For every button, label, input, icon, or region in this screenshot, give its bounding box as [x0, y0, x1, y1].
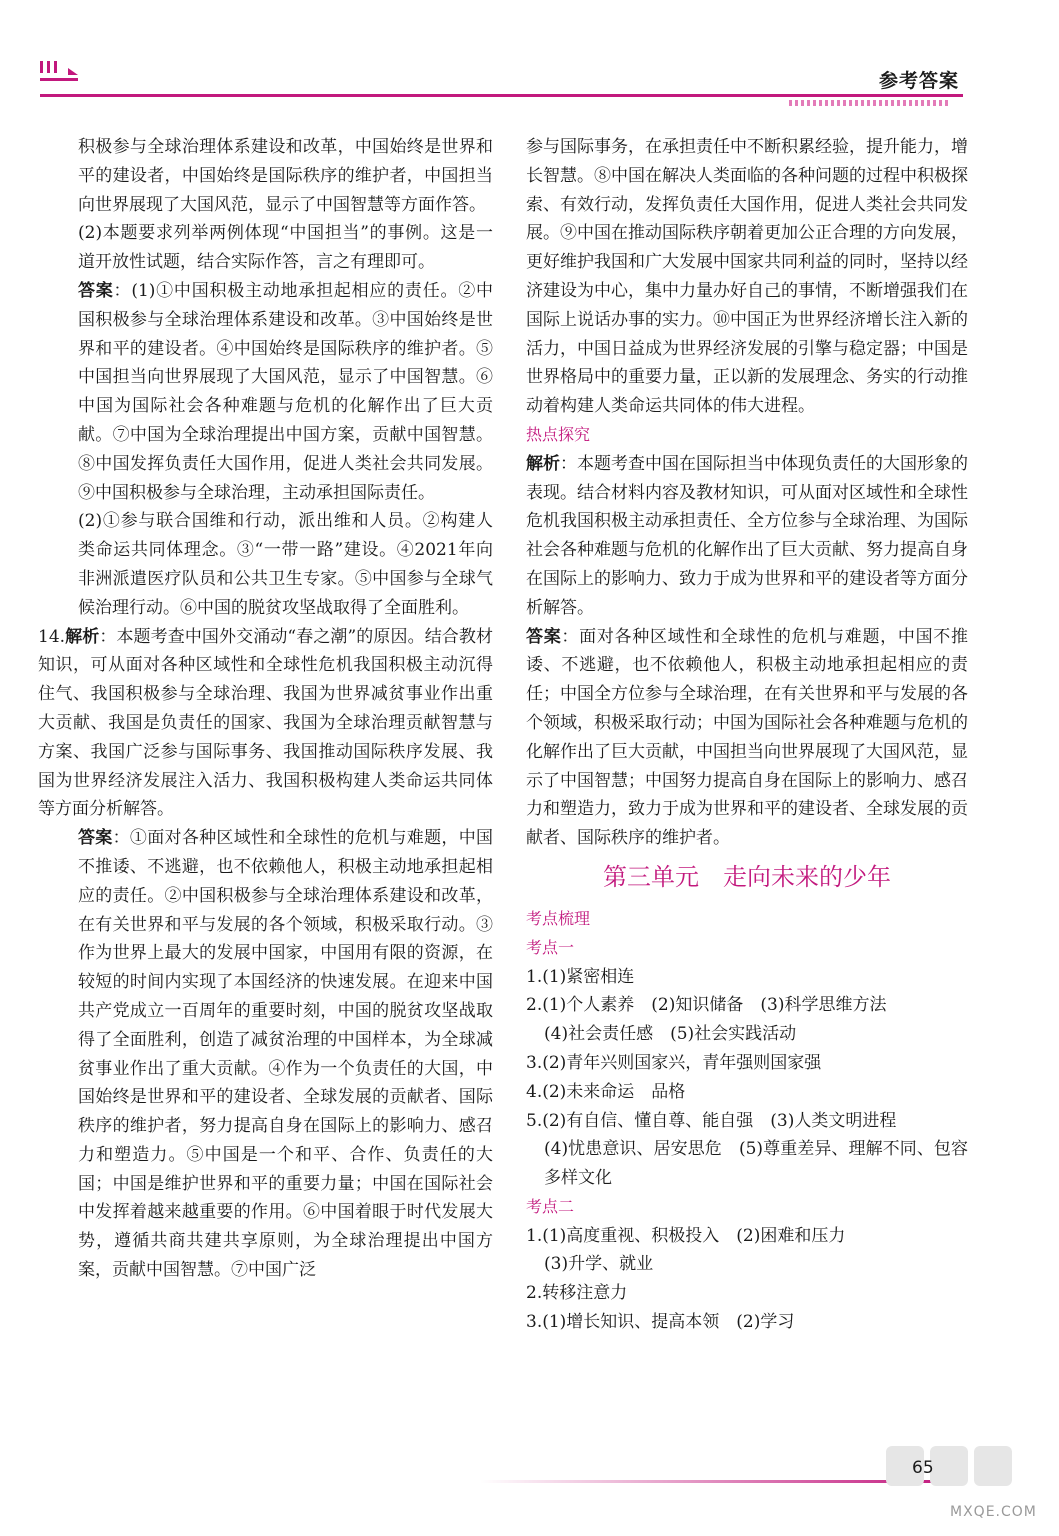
paragraph-text: ：本题考查中国在国际担当中体现负责任的大国形象的表现。结合材料内容及教材知识，可从面对区域性和全球性危机我国积极主动承担责任、全方位参与全球治理、为国际社会各种难题与危机的化解作出了巨大贡献、努力提高自身在国际上的影响力、致力于成为世界和平的建设者等方面分析解答。	[526, 453, 968, 618]
paragraph-text: ：(1)①中国积极主动地承担起相应的责任。②中国积极参与全球治理体系建设和改革。③中国始终是世界和平的建设者。④中国始终是国际秩序的维护者。⑤中国担当向世界展现了大国风范，显示了中国智慧。⑥中国为国际社会各种难题与危机的化解作出了巨大贡献。⑦中国为全球治理提出中国方案，贡献中国智慧。⑧中国发挥负责任大国作用，促进人类社会共同发展。⑨中国积极参与全球治理，主动承担国际责任。	[78, 280, 493, 503]
header-logo-icon	[38, 58, 88, 84]
paragraph	[526, 1049, 968, 1078]
section-label: 考点一	[526, 937, 575, 957]
page-number: 65	[912, 1458, 934, 1478]
paragraph-text: ：①面对各种区域性和全球性的危机与难题，中国不推诿、不逃避，也不依赖他人，积极主动地承担起相应的责任。②中国积极参与全球治理体系建设和改革，在有关世界和平与发展的各个领域，积极采取行动。③作为世界上最大的发展中国家，中国用有限的资源，在较短的时间内实现了本国经济的快速发展。在迎来中国共产党成立一百周年的重要时刻，中国的脱贫攻坚战取得了全面胜利，创造了减贫治理的中国样本，为全球减贫事业作出了重大贡献。④作为一个负责任的大国，中国始终是世界和平的建设者、全球发展的贡献者、国际秩序的维护者，努力提高自身在国际上的影响力、感召力和塑造力。⑤中国是一个和平、合作、负责任的大国；中国是维护世界和平的重要力量；中国在国际社会中发挥着越来越重要的作用。⑥中国着眼于时代发展大势，遵循共商共建共享原则，为全球治理提出中国方案，贡献中国智慧。⑦中国广泛	[78, 828, 493, 1281]
paragraph	[526, 1308, 968, 1337]
paragraph-text: (4)社会责任感 (5)社会实践活动	[544, 1024, 797, 1045]
paragraph	[526, 1107, 968, 1136]
header-rule	[40, 94, 963, 97]
header-dots	[789, 100, 949, 106]
watermark-logo-icon	[880, 1440, 1020, 1500]
paragraph-text: (4)忧患意识、居安思危 (5)尊重差异、理解不同、包容多样文化	[544, 1139, 968, 1189]
paragraph-text: ：面对各种区域性和全球性的危机与难题，中国不推诿、不逃避，也不依赖他人，积极主动地承担起相应的责任；中国全方位参与全球治理，在有关世界和平与发展的各个领域，积极采取行动；中国为国际社会各种难题与危机的化解作出了巨大贡献，中国担当向世界展现了大国风范，显示了中国智慧；中国努力提高自身在国际上的影响力、感召力和塑造力，致力于成为世界和平的建设者、全球发展的贡献者、国际秩序的维护者。	[526, 626, 969, 849]
section-label: 考点梳理	[526, 908, 591, 928]
paragraph-text: 积极参与全球治理体系建设和改革，中国始终是世界和平的建设者，中国始终是国际秩序的维护者，中国担当向世界展现了大国风范，显示了中国智慧等方面作答。	[78, 137, 493, 215]
answer-label: 答案	[78, 828, 113, 849]
paragraph-text: 3.(2)青年兴则国家兴，青年强则国家强	[526, 1052, 822, 1073]
paragraph	[78, 219, 493, 277]
paragraph	[526, 450, 968, 623]
paragraph-text: 2.(1)个人素养 (2)知识储备 (3)科学思维方法	[526, 995, 887, 1016]
paragraph	[526, 1078, 968, 1107]
paragraph	[78, 133, 493, 219]
paragraph	[38, 623, 493, 825]
paragraph-text: (3)升学、就业	[544, 1254, 654, 1275]
answer-label: 解析	[65, 626, 100, 647]
paragraph-text: 4.(2)未来命运 品格	[526, 1081, 686, 1102]
paragraph	[526, 963, 968, 992]
paragraph-text: 1.(1)紧密相连	[526, 966, 635, 987]
paragraph-text: 1.(1)高度重视、积极投入 (2)困难和压力	[526, 1225, 846, 1246]
paragraph	[526, 1222, 968, 1251]
paragraph	[526, 1135, 968, 1193]
paragraph	[526, 623, 968, 853]
paragraph-text: ：本题考查中国外交涌动“春之潮”的原因。结合教材知识，可从面对各种区域性和全球性危机我国积极主动沉得住气、我国积极参与全球治理、我国为世界减贫事业作出重大贡献、我国是负责任的国家、我国为全球治理贡献智慧与方案、我国广泛参与国际事务、我国推动国际秩序发展、我国为世界经济发展注入活力、我国积极构建人类命运共同体等方面分析解答。	[38, 626, 493, 820]
paragraph-text: (2)①参与联合国维和行动，派出维和人员。②构建人类命运共同体理念。③“一带一路”建设。④2021年向非洲派遣医疗队员和公共卫生专家。⑤中国参与全球气候治理行动。⑥中国的脱贫攻坚战取得了全面胜利。	[78, 511, 493, 618]
paragraph-text: 参与国际事务，在承担责任中不断积累经验，提升能力，增长智慧。⑧中国在解决人类面临的各种问题的过程中积极探索、有效行动，发挥负责任大国作用，促进人类社会共同发展。⑨中国在推动国际秩序朝着更加公正合理的方向发展，更好维护我国和广大发展中国家共同利益的同时，坚持以经济建设为中心，集中力量办好自己的事情，不断增强我们在国际上说话办事的实力。⑩中国正为世界经济增长注入新的活力，中国日益成为世界经济发展的引擎与稳定器；中国是世界格局中的重要力量，正以新的发展理念、务实的行动推动着构建人类命运共同体的伟大进程。	[526, 137, 968, 417]
paragraph	[526, 1020, 968, 1049]
paragraph	[526, 133, 968, 421]
paragraph-text: (2)本题要求列举两例体现“中国担当”的事例。这是一道开放性试题，结合实际作答，言之有理即可。	[78, 223, 493, 273]
paragraph-text: 2.转移注意力	[526, 1283, 628, 1304]
unit-title: 第三单元 走向未来的少年	[603, 862, 891, 891]
paragraph	[78, 824, 493, 1285]
section-label: 考点二	[526, 1196, 575, 1216]
answer-label: 答案	[526, 626, 562, 647]
header-title: 参考答案	[878, 70, 959, 92]
answer-label: 解析	[526, 453, 560, 474]
right-column	[526, 133, 968, 1337]
paragraph	[526, 1250, 968, 1279]
paragraph	[526, 1279, 968, 1308]
answer-label: 答案	[78, 280, 114, 301]
paragraph	[526, 991, 968, 1020]
paragraph-text: 3.(1)增长知识、提高本领 (2)学习	[526, 1312, 795, 1333]
paragraph	[78, 277, 493, 507]
paragraph-text: 5.(2)有自信、懂自尊、能自强 (3)人类文明进程	[526, 1110, 897, 1131]
watermark-text: MXQE.COM	[950, 1504, 1037, 1520]
section-label: 热点探究	[526, 424, 591, 444]
left-column	[38, 133, 493, 1285]
paragraph	[78, 507, 493, 622]
question-number: 14.	[38, 626, 66, 647]
